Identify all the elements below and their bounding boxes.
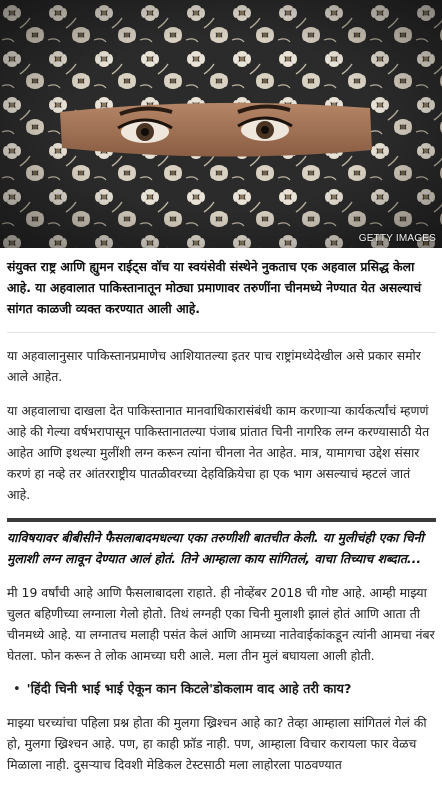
article-standfirst: याविषयावर बीबीसीने फैसलाबादमधल्या एका तरुणीशी बातचीत केली. या मुलीचंही एका चिनी मुलाशी लग्न लावून देण्यात आलं होतं. तिने आम्हाला काय सांगितलं, वाचा तिच्याच शब्दात... — [7, 518, 436, 569]
related-link[interactable]: 'हिंदी चिनी भाई भाई ऐकून कान किटले'डोकलाम वाद आहे तरी काय? — [26, 682, 352, 697]
paragraph: माझ्या घरच्यांचा पहिला प्रश्न होता की मुलगा ख्रिश्चन आहे का? तेव्हा आम्हाला सांगितलं गेलं की हो, मुलगा ख्रिश्चन आहे. पण, हा काही फ्रॉड नाही. पण, आम्हाला विचार करायला फार वेळच मिळाला नाही. दुसऱ्याच दिवशी मेडिकल टेस्टसाठी मला लाहोरला पाठवण्यात — [7, 715, 427, 772]
image-credit: GETTY IMAGES — [358, 233, 436, 244]
article-lead: संयुक्त राष्ट्र आणि ह्युमन राईट्स वॉच या स्वयंसेवी संस्थेने नुकताच एक अहवाल प्रसिद्ध केला आहे. या अहवालात पाकिस्तानातून मोठ्या प्रमाणावर तरुणींना चीनमध्ये नेण्यात येत असल्याचं सांगत काळजी व्यक्त करण्यात आली आहे. — [7, 259, 422, 316]
paragraph: या अहवालाचा दाखला देत पाकिस्तानात मानवाधिकारासंबंधी काम करणाऱ्या कार्यकर्त्यांचं म्हणणं आहे की गेल्या वर्षभरापासून पाकिस्तानातल्या पंजाब प्रांतात चिनी नागरिक लग्न करण्यासाठी येत आहेत आणि इथल्या मुलींशी लग्न करून त्यांना चीनला नेत आहेत. मात्र, यामागचा उद्देश संसार करणं हा नव्हे तर आंतरराष्ट्रीय पातळीवरच्या देहविक्रियेचा हा एक भाग असल्याचं म्हटलं जातं आहे. — [7, 403, 430, 502]
bullet-icon: • — [13, 682, 21, 697]
paragraph: या अहवालानुसार पाकिस्तानप्रमाणेच आशियातल्या इतर पाच राष्ट्रांमध्येदेखील असे प्रकार समोर आले आहेत. — [7, 348, 421, 384]
related-link-item[interactable] — [7, 679, 436, 700]
hero-image — [0, 0, 442, 248]
paragraph: मी 19 वर्षांची आहे आणि फैसलाबादला राहाते. ही नोव्हेंबर 2018 ची गोष्ट आहे. आम्ही माझ्या चुलत बहिणीच्या लग्नाला गेलो होतो. तिथं लग्नही एका चिनी मुलाशी झालं होतं आणि आता ती चीनमध्ये आहे. या लग्नातच मलाही पसंत केलं आणि आमच्या नातेवाईकांकडून त्यांनी आमचा नंबर घेतला. फोन करून ते लोक आमच्या घरी आले. मला तीन मुलं बघायला आली होती. — [7, 585, 435, 663]
divider — [7, 332, 436, 333]
article-body — [0, 248, 442, 775]
hero-photo — [0, 0, 442, 248]
